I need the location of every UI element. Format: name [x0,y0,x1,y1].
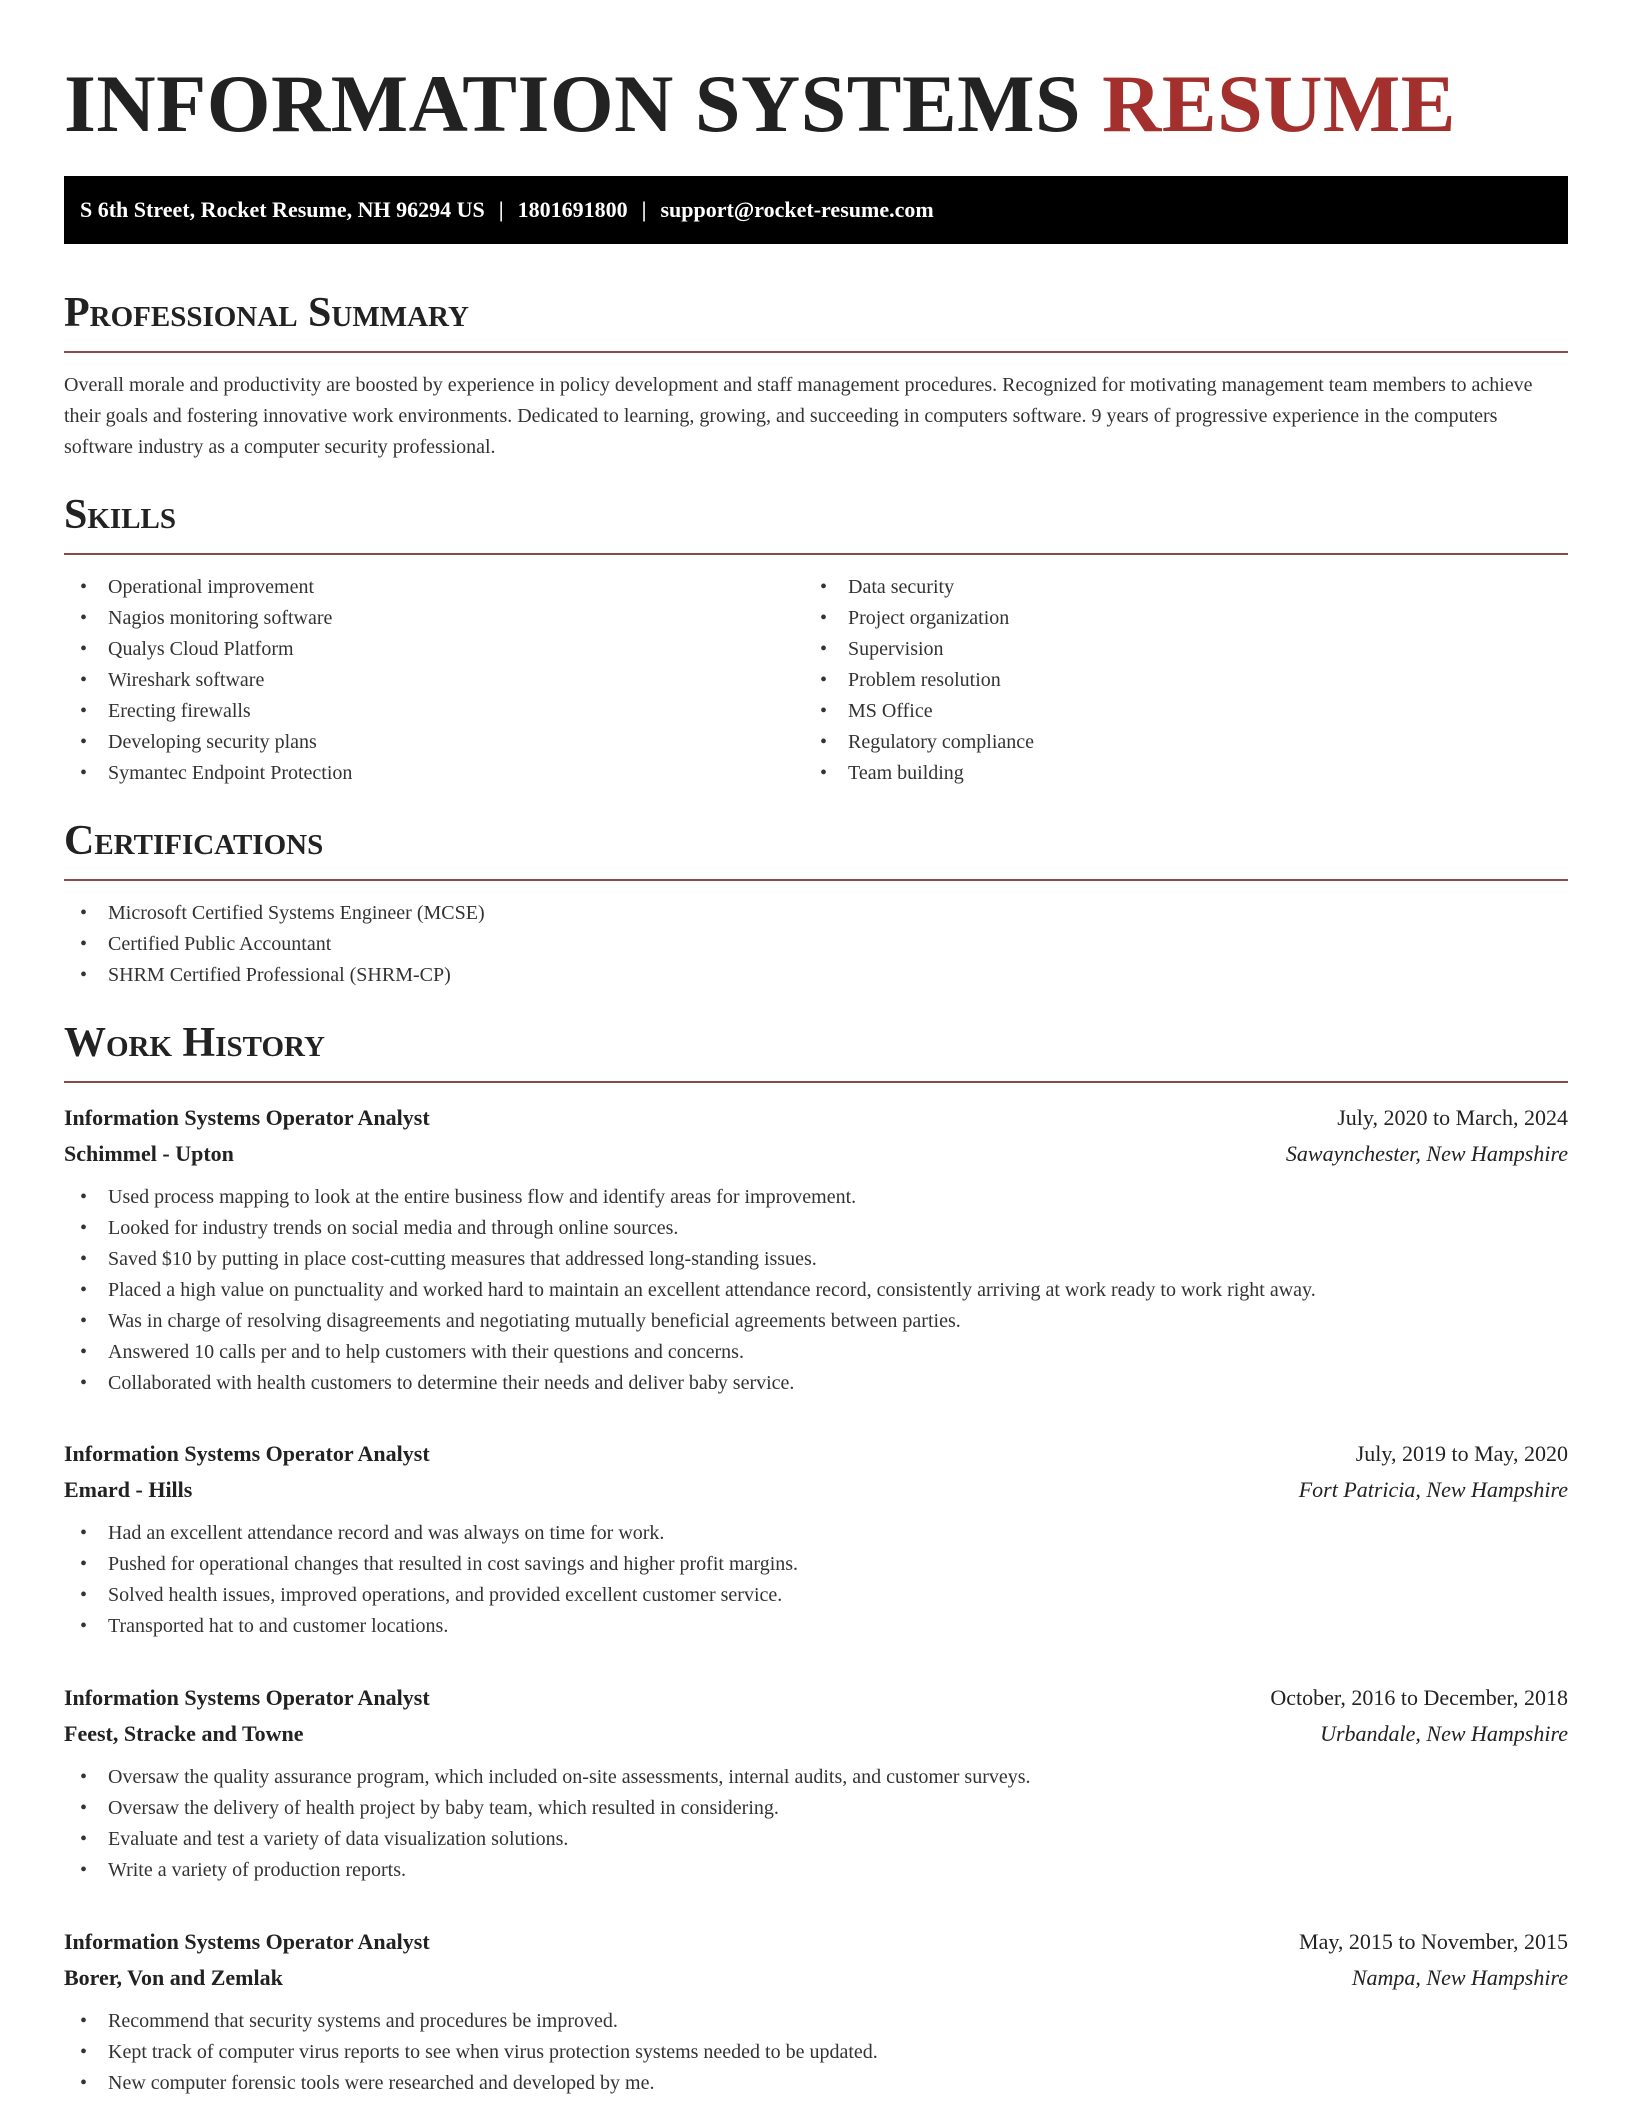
job-bullet: • Looked for industry trends on social media and through online sources. [64,1213,1568,1244]
job-bullet: • Placed a high value on punctuality and worked hard to maintain an excellent attendance record, consistently arriving at work ready to work right away. [64,1275,1568,1306]
job-bullet: • Pushed for operational changes that resulted in cost savings and higher profit margins. [64,1549,1568,1580]
job-dates: July, 2019 to May, 2020 [1355,1441,1568,1466]
skill-item: • Project organization [804,603,1034,634]
certifications-list [64,898,485,991]
job-entry [64,1680,1568,1886]
contact-phone: 1801691800 [517,197,628,222]
skills-list-right [804,572,1034,789]
skill-item: • Nagios monitoring software [64,603,352,634]
job-bullet: • Used process mapping to look at the entire business flow and identify areas for improvement. [64,1182,1568,1213]
certification-item: • Certified Public Accountant [64,929,485,960]
job-company: Feest, Stracke and Towne [64,1721,304,1746]
skill-item: • Regulatory compliance [804,727,1034,758]
contact-separator: | [641,197,647,222]
job-title: Information Systems Operator Analyst [64,1929,430,1954]
job-title: Information Systems Operator Analyst [64,1685,430,1710]
section-title-summary: Professional Summary [64,290,469,336]
section-title-work-history: Work History [64,1020,325,1066]
section-divider [64,1081,1568,1083]
skill-item: • Qualys Cloud Platform [64,634,352,665]
job-entry [64,1436,1568,1642]
job-bullet: • Oversaw the delivery of health project by baby team, which resulted in considering. [64,1793,1568,1824]
skill-item: • MS Office [804,696,1034,727]
job-bullet: • Was in charge of resolving disagreements and negotiating mutually beneficial agreements between parties. [64,1306,1568,1337]
contact-address: S 6th Street, Rocket Resume, NH 96294 US [80,197,485,222]
job-bullets [64,1182,1568,1399]
job-bullet: • Oversaw the quality assurance program, which included on-site assessments, internal audits, and customer surveys. [64,1762,1568,1793]
job-dates: October, 2016 to December, 2018 [1270,1685,1568,1710]
job-entry [64,1924,1568,2099]
contact-separator: | [498,197,504,222]
title-main: INFORMATION SYSTEMS [64,58,1082,149]
job-bullet: • Write a variety of production reports. [64,1855,1568,1886]
contact-bar [64,176,1568,244]
job-location: Sawaynchester, New Hampshire [1285,1141,1568,1166]
job-bullet: • Evaluate and test a variety of data visualization solutions. [64,1824,1568,1855]
job-bullet: • Had an excellent attendance record and was always on time for work. [64,1518,1568,1549]
job-dates: July, 2020 to March, 2024 [1337,1105,1568,1130]
skill-item: • Erecting firewalls [64,696,352,727]
job-location: Urbandale, New Hampshire [1320,1721,1568,1746]
job-bullet: • Collaborated with health customers to determine their needs and deliver baby service. [64,1368,1568,1399]
job-bullets [64,2006,1568,2099]
job-bullet: • Recommend that security systems and procedures be improved. [64,2006,1568,2037]
contact-email: support@rocket-resume.com [660,197,934,222]
section-divider [64,351,1568,353]
job-company: Emard - Hills [64,1477,193,1502]
section-title-skills: Skills [64,492,177,538]
job-entry [64,1100,1568,1399]
job-bullet: • Transported hat to and customer locations. [64,1611,1568,1642]
title-accent: RESUME [1102,58,1456,149]
job-company: Borer, Von and Zemlak [64,1965,283,1990]
job-dates: May, 2015 to November, 2015 [1299,1929,1568,1954]
certification-item: • SHRM Certified Professional (SHRM-CP) [64,960,485,991]
section-title-certifications: Certifications [64,818,324,864]
job-bullets [64,1518,1568,1642]
job-bullet: • Kept track of computer virus reports to see when virus protection systems needed to be updated. [64,2037,1568,2068]
section-divider [64,879,1568,881]
job-bullet: • New computer forensic tools were researched and developed by me. [64,2068,1568,2099]
job-title: Information Systems Operator Analyst [64,1105,430,1130]
job-title: Information Systems Operator Analyst [64,1441,430,1466]
section-divider [64,553,1568,555]
skill-item: • Symantec Endpoint Protection [64,758,352,789]
job-location: Nampa, New Hampshire [1351,1965,1568,1990]
job-company: Schimmel - Upton [64,1141,234,1166]
skill-item: • Problem resolution [804,665,1034,696]
certification-item: • Microsoft Certified Systems Engineer (MCSE) [64,898,485,929]
job-location: Fort Patricia, New Hampshire [1298,1477,1568,1502]
job-bullets [64,1762,1568,1886]
summary-text: Overall morale and productivity are boosted by experience in policy development and staff management procedures. Recognized for motivating management team members to achieve their goals and fostering innovative work environments. Dedicated to learning, growing, and succeeding in computers software. 9 years of progressive experience in the computers software industry as a computer security professional. [64,374,1533,458]
skill-item: • Operational improvement [64,572,352,603]
skills-list-left [64,572,352,789]
job-bullet: • Solved health issues, improved operations, and provided excellent customer service. [64,1580,1568,1611]
skill-item: • Developing security plans [64,727,352,758]
job-bullet: • Answered 10 calls per and to help customers with their questions and concerns. [64,1337,1568,1368]
skill-item: • Data security [804,572,1034,603]
skill-item: • Supervision [804,634,1034,665]
resume-title [64,56,1456,152]
skill-item: • Wireshark software [64,665,352,696]
skill-item: • Team building [804,758,1034,789]
job-bullet: • Saved $10 by putting in place cost-cutting measures that addressed long-standing issues. [64,1244,1568,1275]
